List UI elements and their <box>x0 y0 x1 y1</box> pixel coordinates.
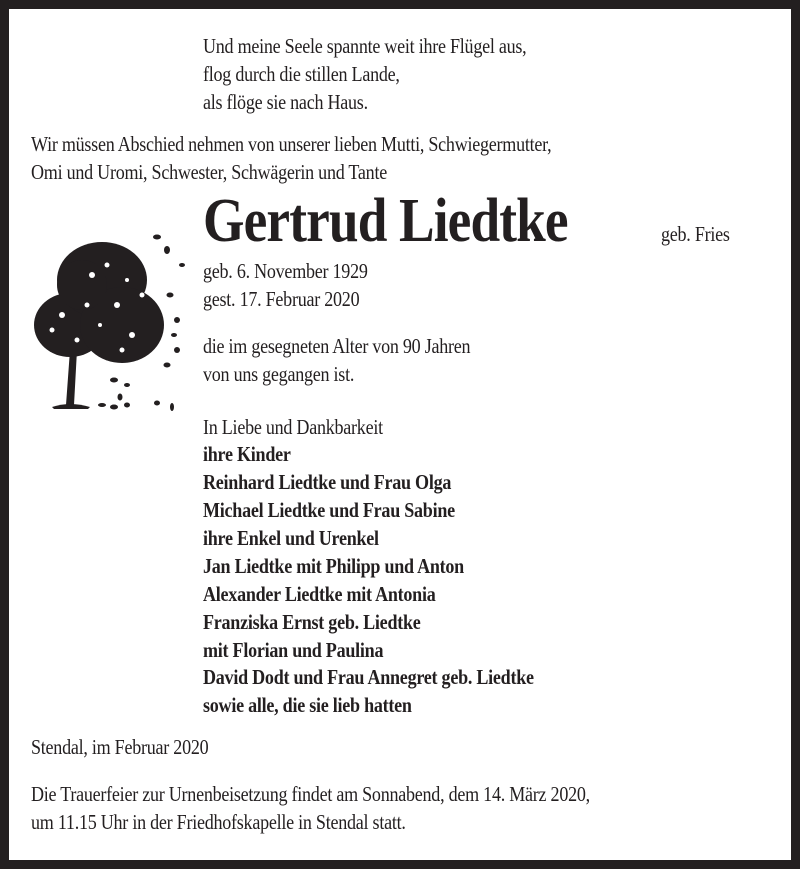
poem-line: flog durch die stillen Lande, <box>203 62 400 86</box>
tree-with-falling-leaves-icon <box>22 225 192 415</box>
place-date: Stendal, im Februar 2020 <box>31 735 209 759</box>
mourners-intro: In Liebe und Dankbarkeit <box>203 415 383 439</box>
mourner-line: Michael Liedtke und Frau Sabine <box>203 498 455 522</box>
mourner-line: sowie alle, die sie lieb hatten <box>203 693 412 717</box>
death-date: gest. 17. Februar 2020 <box>203 287 360 311</box>
birth-date: geb. 6. November 1929 <box>203 259 368 283</box>
intro-line: Omi und Uromi, Schwester, Schwägerin und Tante <box>31 160 387 184</box>
funeral-info: um 11.15 Uhr in der Friedhofskapelle in Stendal statt. <box>31 810 406 834</box>
mourner-line: Franziska Ernst geb. Liedtke <box>203 610 421 634</box>
mourner-line: David Dodt und Frau Annegret geb. Liedtke <box>203 665 534 689</box>
mourner-line: mit Florian und Paulina <box>203 638 384 662</box>
maiden-name: geb. Fries <box>661 222 730 246</box>
poem-line: Und meine Seele spannte weit ihre Flügel aus, <box>203 34 527 58</box>
intro-line: Wir müssen Abschied nehmen von unserer lieben Mutti, Schwiegermutter, <box>31 132 552 156</box>
poem-line: als flöge sie nach Haus. <box>203 90 368 114</box>
age-text: von uns gegangen ist. <box>203 362 355 386</box>
age-text: die im gesegneten Alter von 90 Jahren <box>203 334 471 358</box>
mourner-line: Alexander Liedtke mit Antonia <box>203 582 436 606</box>
deceased-name: Gertrud Liedtke <box>203 187 568 255</box>
mourner-line: ihre Kinder <box>203 442 291 466</box>
mourner-line: Reinhard Liedtke und Frau Olga <box>203 470 452 494</box>
funeral-info: Die Trauerfeier zur Urnenbeisetzung findet am Sonnabend, dem 14. März 2020, <box>31 782 590 806</box>
mourner-line: Jan Liedtke mit Philipp und Anton <box>203 554 464 578</box>
mourner-line: ihre Enkel und Urenkel <box>203 526 379 550</box>
